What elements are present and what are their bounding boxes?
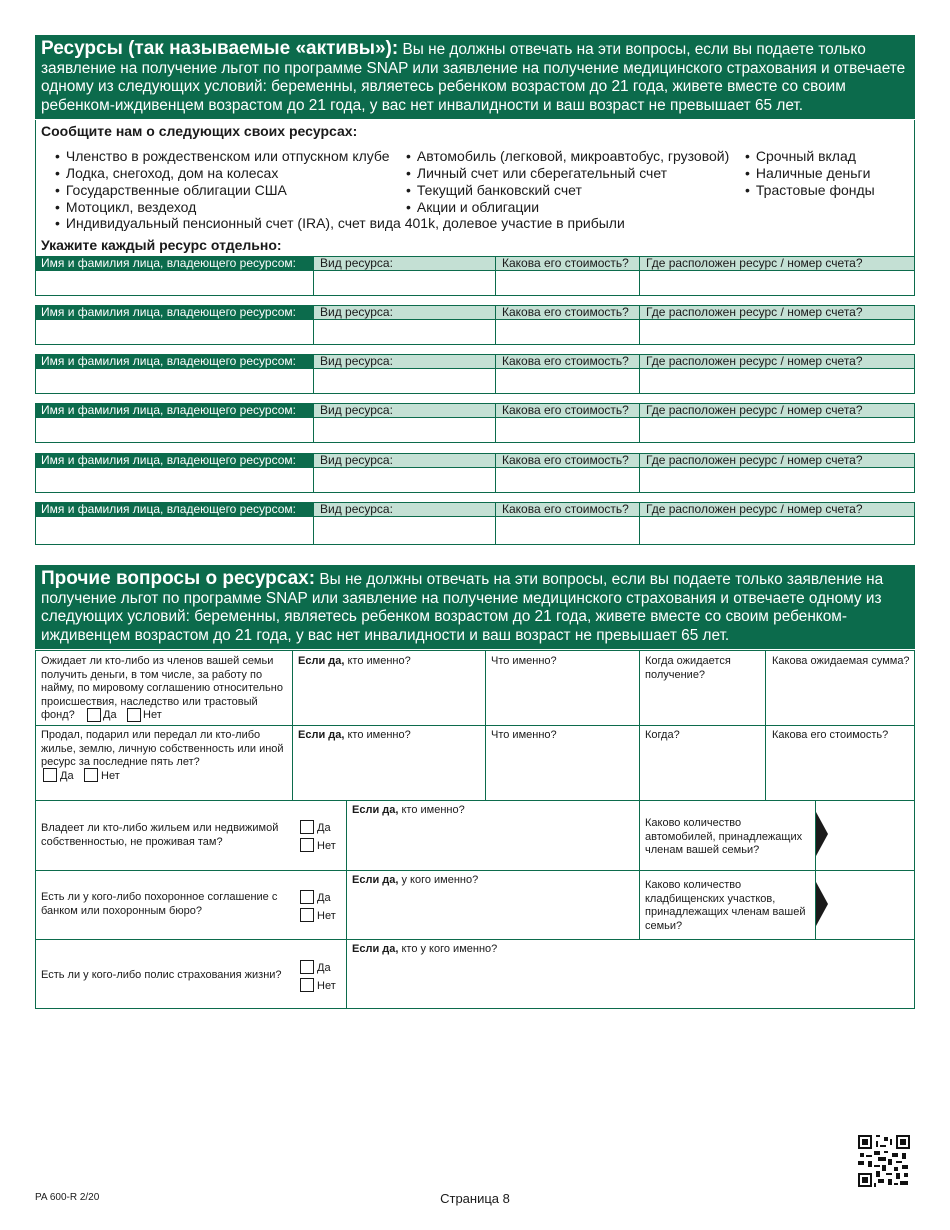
owner-header: Имя и фамилия лица, владеющего ресурсом: [36,257,313,270]
arrow-icon [816,882,828,926]
resource-entry-3 [35,354,915,394]
q1-who[interactable]: Если да, кто именно? [298,655,411,667]
q3-no-label: Нет [317,840,336,852]
q1-yes-label: Да [103,709,117,721]
q4-yes-checkbox[interactable] [300,890,314,904]
type-header: Вид ресурса: [313,454,495,467]
q5-yes-checkbox[interactable] [300,960,314,974]
q3-side-answer[interactable] [828,801,914,869]
owner-header: Имя и фамилия лица, владеющего ресурсом: [36,306,313,319]
q1-text: Ожидает ли кто-либо из членов вашей семьи получить деньги, в том числе, за работу по найму, по мировому соглашению относительно происшествия, наследство или трастовый фонд? [41,655,283,721]
type-field[interactable] [495,270,496,295]
q2-when[interactable]: Когда? [645,729,680,741]
list-item: • Наличные деньги [745,165,875,182]
resources-section-header [35,35,915,119]
type-field[interactable] [495,368,496,393]
q5-text: Есть ли у кого-либо полис страхования жизни? [41,969,282,981]
page-number: Страница 8 [440,1191,510,1206]
q2-text: Продал, подарил или передал ли кто-либо жилье, землю, личную собственность или иной ресурс за последние пять лет? [41,729,284,768]
list-item: • Государственные облигации США [55,182,390,199]
owner-field[interactable] [313,319,314,344]
resource-list-full [55,215,625,232]
q4-no-label: Нет [317,910,336,922]
q4-no-checkbox[interactable] [300,908,314,922]
value-field[interactable] [639,368,640,393]
resource-entry-2 [35,305,915,345]
q4-side-question: Каково количество кладбищенских участков, принадлежащих членам вашей семьи? [645,879,806,932]
q3-yes-checkbox[interactable] [300,820,314,834]
q4-who[interactable]: Если да, у кого именно? [352,874,479,886]
list-item: • Автомобиль (легковой, микроавтобус, грузовой) [406,148,729,165]
q5-who[interactable]: Если да, кто у кого именно? [352,943,498,955]
list-item: • Мотоцикл, вездеход [55,199,390,216]
qr-code-icon [858,1135,910,1187]
value-header: Какова его стоимость? [495,454,639,467]
q1-what[interactable]: Что именно? [491,655,557,667]
owner-field[interactable] [313,270,314,295]
owner-header: Имя и фамилия лица, владеющего ресурсом: [36,454,313,467]
type-field[interactable] [495,417,496,442]
each-resource-heading: Укажите каждый ресурс отдельно: [41,237,282,253]
q2-who[interactable]: Если да, кто именно? [298,729,411,741]
value-header: Какова его стоимость? [495,404,639,417]
owner-header: Имя и фамилия лица, владеющего ресурсом: [36,503,313,516]
list-item: • Личный счет или сберегательный счет [406,165,729,182]
type-header: Вид ресурса: [313,306,495,319]
value-field[interactable] [639,516,640,544]
list-item: • Срочный вклад [745,148,875,165]
resource-list-col2 [406,148,729,216]
list-item: • Индивидуальный пенсионный счет (IRA), счет вида 401k, долевое участие в прибыли [55,215,625,232]
q5-yes-label: Да [317,962,331,974]
resources-section-title: Ресурсы (так называемые «активы»): [41,38,399,59]
list-item: • Лодка, снегоход, дом на колесах [55,165,390,182]
location-header: Где расположен ресурс / номер счета? [639,454,914,467]
value-field[interactable] [639,270,640,295]
value-header: Какова его стоимость? [495,306,639,319]
owner-header: Имя и фамилия лица, владеющего ресурсом: [36,355,313,368]
other-resources-intro: Вы не должны отвечать на эти вопросы, если вы подаете только заявление на получение льгот по программе SNAP или заявление на получение медицинского страхования и отвечаете одному из следующих условий: беременны, являетесь ребенком возрастом до 21 года, живете вместе со своим ребенком-иждивенцем возрастом до 21 года, у вас нет инвалидности и ваш возраст не превышает 65 лет. [41,571,884,644]
other-resources-table [35,650,915,1009]
type-header: Вид ресурса: [313,257,495,270]
q2-yes-checkbox[interactable] [43,768,57,782]
other-resources-header [35,565,915,649]
q4-yes-label: Да [317,892,331,904]
value-header: Какова его стоимость? [495,355,639,368]
resources-section-intro: Вы не должны отвечать на эти вопросы, если вы подаете только заявление на получение льгот по программе SNAP или заявление на получение медицинского страхования и отвечаете одному из следующих условий: беременны, являетесь ребенком возрастом до 21 года, живете вместе со своим ребенком-иждивенцем возрастом до 21 года, у вас нет инвалидности и ваш возраст не превышает 65 лет. [41,41,906,114]
owner-header: Имя и фамилия лица, владеющего ресурсом: [36,404,313,417]
q1-when[interactable]: Когда ожидается получение? [645,655,731,681]
q3-no-checkbox[interactable] [300,838,314,852]
resource-list-col1 [55,148,390,216]
resource-entry-5 [35,453,915,493]
type-field[interactable] [495,319,496,344]
arrow-icon [816,812,828,856]
q5-no-label: Нет [317,980,336,992]
list-item: • Акции и облигации [406,199,729,216]
q2-no-label: Нет [101,770,120,782]
owner-field[interactable] [313,417,314,442]
owner-field[interactable] [313,516,314,544]
type-header: Вид ресурса: [313,355,495,368]
resource-entry-4 [35,403,915,443]
q2-no-checkbox[interactable] [84,768,98,782]
q4-side-answer[interactable] [828,871,914,938]
location-header: Где расположен ресурс / номер счета? [639,404,914,417]
value-field[interactable] [639,319,640,344]
value-field[interactable] [639,417,640,442]
q1-amount[interactable]: Какова ожидаемая сумма? [772,655,910,667]
location-header: Где расположен ресурс / номер счета? [639,257,914,270]
type-header: Вид ресурса: [313,404,495,417]
q1-no-checkbox[interactable] [127,708,141,722]
q1-yes-checkbox[interactable] [87,708,101,722]
resource-entry-1 [35,256,915,296]
list-item: • Трастовые фонды [745,182,875,199]
q2-value[interactable]: Какова его стоимость? [772,729,889,741]
type-field[interactable] [495,467,496,492]
form-id: PA 600-R 2/20 [35,1192,100,1203]
q2-yes-label: Да [60,770,74,782]
owner-field[interactable] [313,368,314,393]
list-item: • Текущий банковский счет [406,182,729,199]
q5-no-checkbox[interactable] [300,978,314,992]
q3-who[interactable]: Если да, кто именно? [352,804,465,816]
q4-text: Есть ли у кого-либо похоронное соглашение с банком или похоронным бюро? [41,891,278,917]
list-item: • Членство в рождественском или отпускном клубе [55,148,390,165]
location-header: Где расположен ресурс / номер счета? [639,503,914,516]
resource-entry-6 [35,502,915,545]
q2-what[interactable]: Что именно? [491,729,557,741]
type-field[interactable] [495,516,496,544]
q3-side-question: Каково количество автомобилей, принадлежащих членам вашей семьи? [645,817,803,856]
q3-text: Владеет ли кто-либо жильем или недвижимой собственностью, не проживая там? [41,822,279,848]
type-header: Вид ресурса: [313,503,495,516]
q1-no-label: Нет [143,709,162,721]
other-resources-title: Прочие вопросы о ресурсах: [41,568,316,589]
resource-list-col3 [745,148,875,199]
value-header: Какова его стоимость? [495,257,639,270]
tell-us-heading: Сообщите нам о следующих своих ресурсах: [41,123,358,139]
q3-yes-label: Да [317,822,331,834]
location-header: Где расположен ресурс / номер счета? [639,355,914,368]
value-header: Какова его стоимость? [495,503,639,516]
owner-field[interactable] [313,467,314,492]
location-header: Где расположен ресурс / номер счета? [639,306,914,319]
value-field[interactable] [639,467,640,492]
